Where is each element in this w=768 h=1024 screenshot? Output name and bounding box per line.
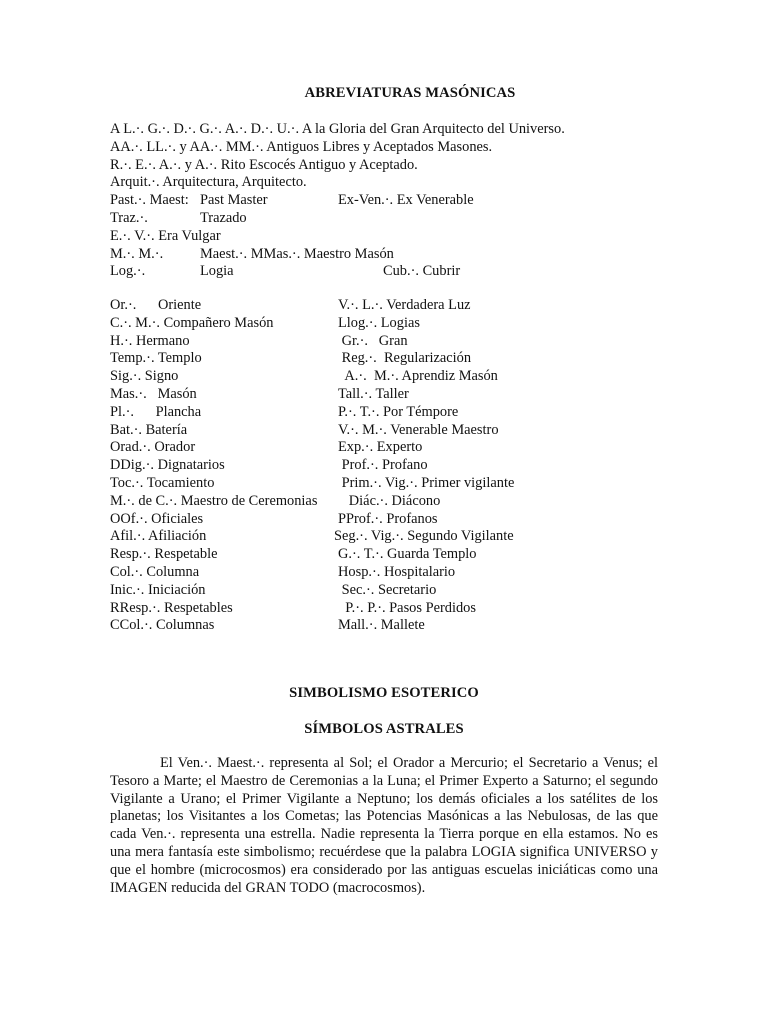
abbreviation-right: Prim.·. Vig.·. Primer vigilante [338,474,515,491]
abbreviation-right: V.·. M.·. Venerable Maestro [338,421,499,438]
abbreviation-header-block [110,121,670,281]
abbreviation-left: Resp.·. Respetable [110,546,218,563]
abbreviation-line [110,192,670,210]
subsection-title: SÍMBOLOS ASTRALES [304,721,464,737]
section-title: SIMBOLISMO ESOTERICO [289,685,479,701]
body-paragraph: El Ven.·. Maest.·. representa al Sol; el Orador a Mercurio; el Secretario a Venus; el Tesoro a Marte; el Maestro de Ceremonias a la Luna; el Primer Experto a Saturno; el segundo Vigilante a Urano; el Primer Vigilante a Neptuno; los demás oficiales a los satélites de los planetas; los Visitantes a los Cometas; las Potencias Masónicas a las Nebulosas, de las que cada Ven.·. representa una estrella. Nadie representa la Tierra porque en ella estamos. No es una mera fantasía este simbolismo; recuérdese que la palabra LOGIA significa UNIVERSO y que el hombre (microcosmos) era considerado por las antiguas escuelas iniciáticas como una IMAGEN reducida del GRAN TODO (macrocosmos). [110,755,658,896]
abbreviation-left: Afil.·. Afiliación [110,528,207,545]
abbreviation-right: A.·. M.·. Aprendiz Masón [338,368,498,385]
abbreviation-right: Seg.·. Vig.·. Segundo Vigilante [334,528,514,545]
abbreviation-line [110,210,670,228]
abbreviation-line [110,228,670,246]
abbreviation-row [110,511,670,529]
abbreviation-right: P.·. P.·. Pasos Perdidos [338,599,476,616]
abbreviation-row [110,350,670,368]
abbreviation-row [110,493,670,511]
abbreviation-text: Cub.·. Cubrir [383,263,461,280]
abbreviation-left: Toc.·. Tocamiento [110,474,215,491]
abbreviation-line [110,246,670,264]
abbreviation-text: Trazado [200,209,247,226]
abbreviation-right: Diác.·. Diácono [338,492,441,509]
abbreviation-left: Mas.·. Masón [110,385,197,402]
abbreviation-left: Temp.·. Templo [110,350,202,367]
abbreviation-columns [110,297,670,635]
abbreviation-right: Exp.·. Experto [338,439,423,456]
abbreviation-left: Pl.·. Plancha [110,403,202,420]
abbreviation-row [110,457,670,475]
abbreviation-row [110,617,670,635]
abbreviation-text: Past Master [200,192,268,209]
abbreviation-line [110,263,670,281]
abbreviation-right: PProf.·. Profanos [338,510,438,527]
abbreviation-text: M.·. M.·. [110,245,164,262]
abbreviation-row [110,422,670,440]
abbreviation-text: Log.·. [110,263,146,280]
abbreviation-left: OOf.·. Oficiales [110,510,204,527]
abbreviation-right: Sec.·. Secretario [338,581,437,598]
abbreviation-text: E.·. V.·. Era Vulgar [110,227,221,244]
abbreviation-left: RResp.·. Respetables [110,599,233,616]
abbreviation-left: Or.·. Oriente [110,297,202,313]
abbreviation-right: Mall.·. Mallete [338,617,425,634]
page-title: ABREVIATURAS MASÓNICAS [304,85,516,101]
abbreviation-left: Sig.·. Signo [110,368,179,385]
abbreviation-row [110,297,670,315]
abbreviation-right: Gr.·. Gran [338,332,408,349]
abbreviation-left: M.·. de C.·. Maestro de Ceremonias [110,492,318,509]
abbreviation-row [110,404,670,422]
abbreviation-left: H.·. Hermano [110,332,190,349]
abbreviation-row [110,333,670,351]
abbreviation-row [110,564,670,582]
abbreviation-left: Col.·. Columna [110,563,200,580]
abbreviation-right: Llog.·. Logias [338,314,420,331]
abbreviation-text: Maest.·. MMas.·. Maestro Masón [200,245,394,262]
abbreviation-row [110,600,670,618]
abbreviation-line: A L.·. G.·. D.·. G.·. A.·. D.·. U.·. A la Gloria del Gran Arquitecto del Universo. [110,121,565,137]
abbreviation-left: Bat.·. Batería [110,421,188,438]
abbreviation-line: AA.·. LL.·. y AA.·. MM.·. Antiguos Libres y Aceptados Masones. [110,138,493,155]
abbreviation-line: Arquit.·. Arquitectura, Arquitecto. [110,174,307,191]
abbreviation-row [110,475,670,493]
abbreviation-text: Logia [200,263,234,280]
abbreviation-row [110,386,670,404]
abbreviation-right: Tall.·. Taller [338,385,409,402]
abbreviation-left: Inic.·. Iniciación [110,581,206,598]
abbreviation-text: Traz.·. [110,209,148,226]
abbreviation-left: DDig.·. Dignatarios [110,457,225,474]
abbreviation-row [110,528,670,546]
abbreviation-left: Orad.·. Orador [110,439,196,456]
abbreviation-right: Hosp.·. Hospitalario [338,563,456,580]
abbreviation-row [110,368,670,386]
abbreviation-right: Reg.·. Regularización [338,350,472,367]
abbreviation-left: CCol.·. Columnas [110,617,215,634]
abbreviation-row [110,546,670,564]
abbreviation-right: G.·. T.·. Guarda Templo [338,546,477,563]
abbreviation-right: Prof.·. Profano [338,457,428,474]
abbreviation-right: P.·. T.·. Por Témpore [338,403,459,420]
abbreviation-row [110,439,670,457]
abbreviation-text: Ex-Ven.·. Ex Venerable [338,192,474,209]
abbreviation-row [110,582,670,600]
abbreviation-text: Past.·. Maest: [110,192,189,209]
abbreviation-row [110,315,670,333]
abbreviation-line: R.·. E.·. A.·. y A.·. Rito Escocés Antiguo y Aceptado. [110,156,418,173]
abbreviation-left: C.·. M.·. Compañero Masón [110,314,274,331]
abbreviation-right: V.·. L.·. Verdadera Luz [338,297,471,313]
